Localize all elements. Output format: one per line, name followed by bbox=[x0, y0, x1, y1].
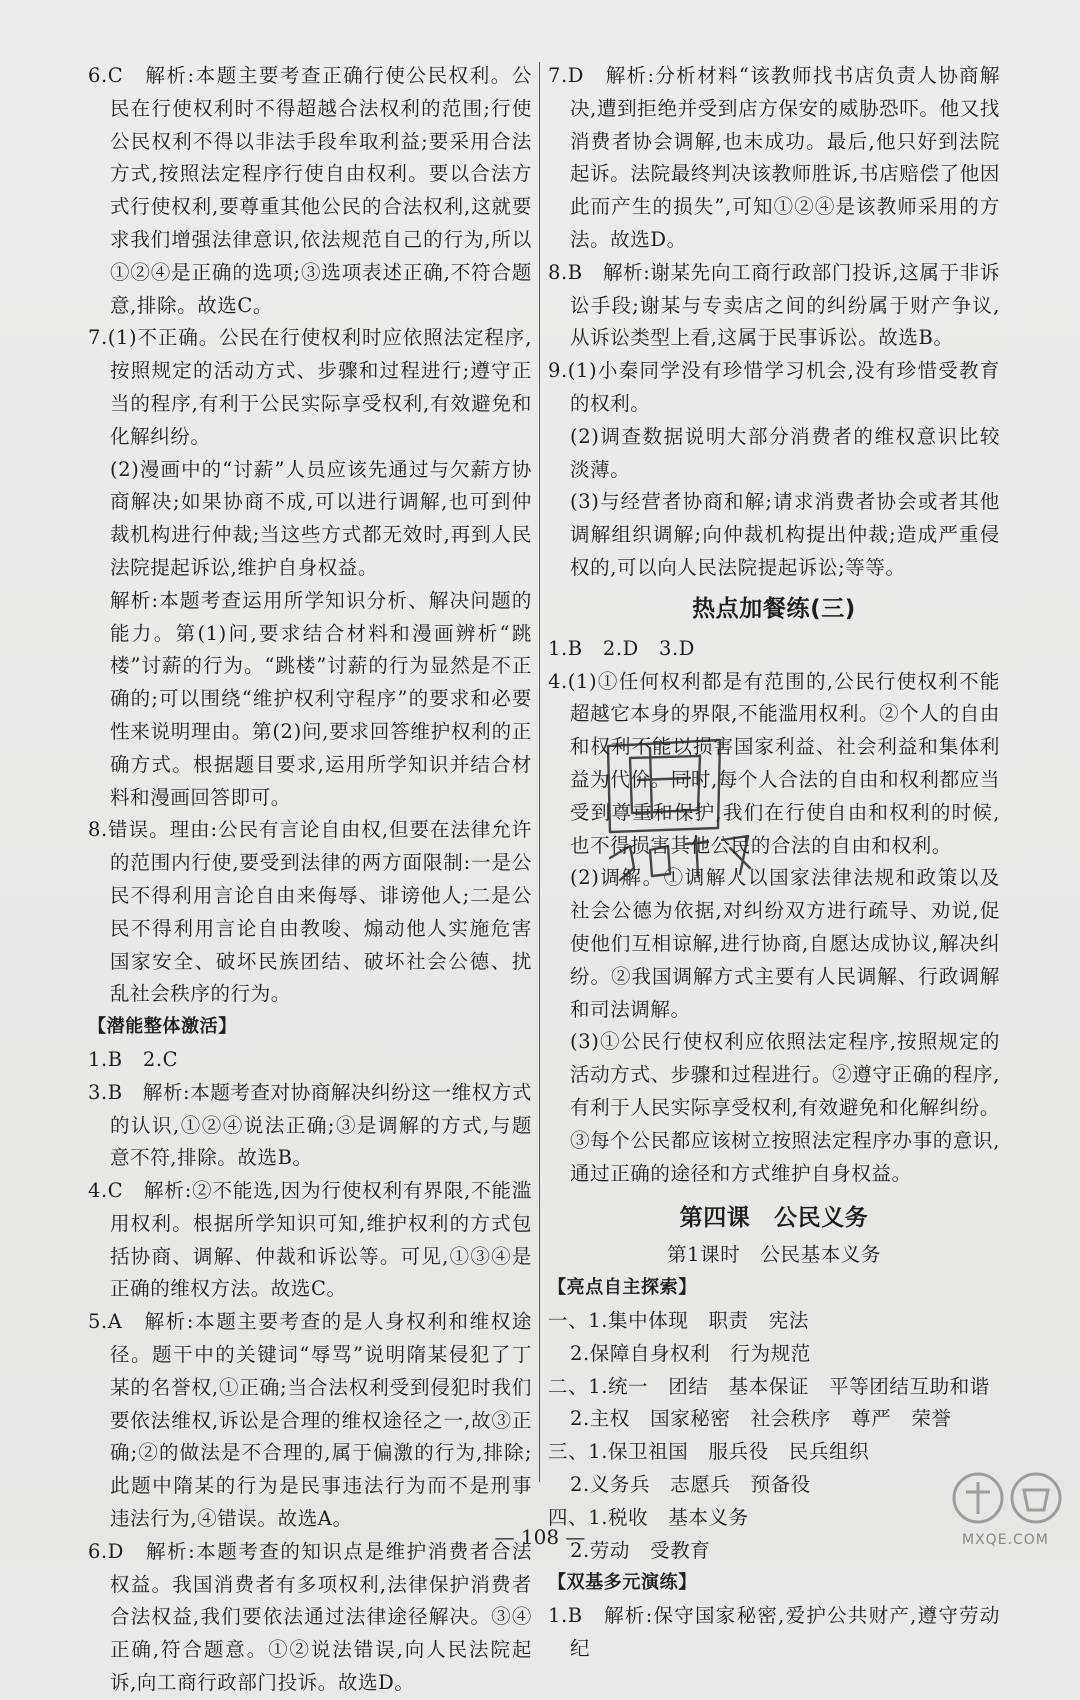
answer-7d: 7.D 解析:分析材料“该教师找书店负责人协商解决,遭到拒绝并受到店方保安的威胁恐吓。他又找消费者协会调解,也未成功。最后,他只好到法院起诉。法院最终判决该教师胜诉,书店赔偿了他因此而产生的损失”,可知①②④是该教师采用的方法。故选D。 bbox=[548, 64, 1000, 251]
hot-answer-4-part1: 4.(1)①任何权利都是有范围的,公民行使权利不能超越它本身的界限,不能滥用权利。②个人的自由和权利不能以损害国家利益、社会利益和集体利益为代价。同时,每个人合法的自由和权利都应当受到尊重和保护,我们在行使自由和权利的时候,也不得损害其他公民的合法的自由和权利。 bbox=[548, 669, 1000, 857]
answer-5a: 5.A 解析:本题主要考查的是人身权利和维权途径。题干中的关键词“辱骂”说明隋某侵犯了丁某的名誉权,①正确;当合法权利受到侵犯时我们要依法维权,诉讼是合理的维权途径之一,故③正确;②的做法是不合理的,属于偏激的行为,排除;此题中隋某的行为是民事违法行为而不是刑事违法行为,④错误。故选A。 bbox=[88, 1310, 532, 1531]
answer-1-2: 1.B 2.C bbox=[88, 1047, 179, 1071]
section-heading-drill: 【双基多元演练】 bbox=[548, 1572, 697, 1594]
answer-9-part2: (2)调查数据说明大部分消费者的维权意识比较淡薄。 bbox=[570, 424, 1000, 481]
column-divider bbox=[539, 62, 540, 1482]
answer-8b: 8.B 解析:谢某先向工商行政部门投诉,这属于非诉讼手段;谢某与专卖店之间的纠纷属于财产争议,从诉讼类型上看,这属于民事诉讼。故选B。 bbox=[548, 260, 1000, 350]
explore-line-2: 2.保障自身权利 行为规范 bbox=[570, 1341, 811, 1365]
section-heading-potential: 【潜能整体激活】 bbox=[88, 1016, 237, 1038]
explore-line-8: 2.劳动 受教育 bbox=[570, 1538, 711, 1562]
hot-answer-1-3: 1.B 2.D 3.D bbox=[548, 636, 696, 660]
lesson-subtitle: 第1课时 公民基本义务 bbox=[666, 1243, 881, 1267]
answer-9-part3: (3)与经营者协商和解;请求消费者协会或者其他调解组织调解;向仲裁机构提出仲裁;造成严重侵权的,可以向人民法院提起诉讼;等等。 bbox=[570, 490, 1000, 579]
answer-4c: 4.C 解析:②不能选,因为行使权利有界限,不能滥用权利。根据所学知识可知,维护权利的方式包括协商、调解、仲裁和诉讼等。可见,①③④是正确的维权方法。故选C。 bbox=[88, 1179, 532, 1301]
hot-answer-4-part2: (2)调解。①调解人以国家法律法规和政策以及社会公德为依据,对纠纷双方进行疏导、劝说,促使他们互相谅解,进行协商,自愿达成协议,解决纠纷。②我国调解方式主要有人民调解、行政调解和司法调解。 bbox=[570, 866, 1000, 1021]
explore-line-1: 一、1.集中体现 职责 宪法 bbox=[548, 1309, 810, 1333]
section-heading-hot: 热点加餐练(三) bbox=[692, 595, 856, 622]
explore-line-5: 三、1.保卫祖国 服兵役 民兵组织 bbox=[548, 1440, 870, 1464]
answer-7-analysis: 解析:本题考查运用所学知识分析、解决问题的能力。第(1)问,要求结合材料和漫画辨析“跳楼”讨薪的行为。“跳楼”讨薪的行为显然是不正确的;可以围绕“维护权利守程序”的要求和必要性来说明理由。第(2)问,要求回答维护权利的正确方式。根据题目要求,运用所学知识并结合材料和漫画回答即可。 bbox=[110, 588, 532, 809]
left-column bbox=[88, 60, 532, 1700]
hot-answer-4-part3: (3)①公民行使权利应依照法定程序,按照规定的活动方式、步骤和过程进行。②遵守正确的程序,有利于人民实际享受权利,有效避免和化解纠纷。③每个公民都应该树立按照法定程序办事的意识,通过正确的途径和方式维护自身权益。 bbox=[570, 1030, 1000, 1185]
answer-6c: 6.C 解析:本题主要考查正确行使公民权利。公民在行使权利时不得超越合法权利的范围;行使公民权利不得以非法手段牟取利益;要采用合法方式,按照法定程序行使自由权利。要以合法方式行使权利,要尊重其他公民的合法权利,这就要求我们增强法律意识,依法规范自己的行为,所以①②④是正确的选项;③选项表述正确,不符合题意,排除。故选C。 bbox=[88, 64, 532, 317]
handwritten-stamp-icon bbox=[590, 718, 770, 888]
drill-answer-1: 1.B 解析:保守国家秘密,爱护公共财产,遵守劳动纪 bbox=[548, 1604, 1000, 1661]
answer-7-part2: (2)漫画中的“讨薪”人员应该先通过与欠薪方协商解决;如果协商不成,可以进行调解,也可到仲裁机构进行仲裁;当这些方式都无效时,再到人民法院提起诉讼,维护自身权益。 bbox=[110, 457, 532, 579]
explore-line-6: 2.义务兵 志愿兵 预备役 bbox=[570, 1473, 811, 1497]
watermark-text: MXQE.COM bbox=[962, 1532, 1049, 1548]
explore-line-4: 2.主权 国家秘密 社会秩序 尊严 荣誉 bbox=[570, 1407, 952, 1431]
answer-7-part1: 7.(1)不正确。公民在行使权利时应依照法定程序,按照规定的活动方式、步骤和过程进行;遵守正当的程序,有利于公民实际享受权利,有效避免和化解纠纷。 bbox=[88, 326, 532, 448]
explore-line-7: 四、1.税收 基本义务 bbox=[548, 1505, 749, 1529]
answer-9-part1: 9.(1)小秦同学没有珍惜学习机会,没有珍惜受教育的权利。 bbox=[548, 359, 1000, 415]
section-heading-explore: 【亮点自主探索】 bbox=[548, 1277, 697, 1299]
answer-6d: 6.D 解析:本题考查的知识点是维护消费者合法权益。我国消费者有多项权利,法律保护消费者合法权益,我们要依法通过法律途径解决。③④正确,符合题意。①②说法错误,向人民法院起诉,向工商行政部门投诉。故选D。 bbox=[88, 1539, 532, 1695]
answer-8: 8.错误。理由:公民有言论自由权,但要在法律允许的范围内行使,要受到法律的两方面限制:一是公民不得利用言论自由来侮辱、诽谤他人;二是公民不得利用言论自由教唆、煽动他人实施危害国家安全、破坏民族团结、破坏社会公德、扰乱社会秩序的行为。 bbox=[88, 818, 532, 1006]
page-number: — 108 — bbox=[494, 1525, 586, 1549]
answer-3b: 3.B 解析:本题考查对协商解决纠纷这一维权方式的认识,①②④说法正确;③是调解的方式,与题意不符,排除。故选B。 bbox=[88, 1080, 532, 1170]
lesson-title: 第四课 公民义务 bbox=[679, 1205, 869, 1232]
explore-line-3: 二、1.统一 团结 基本保证 平等团结互助和谐 bbox=[548, 1374, 990, 1398]
